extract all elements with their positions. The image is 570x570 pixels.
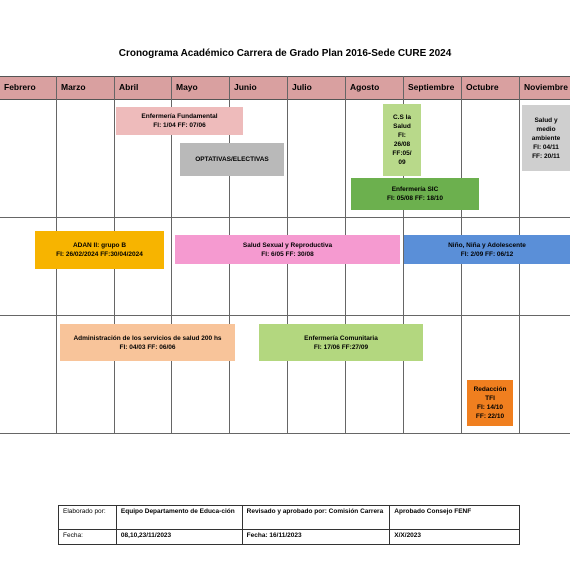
block-line: medio — [536, 125, 556, 133]
block-title: Administración de los servicios de salud 200 hs — [73, 334, 222, 342]
month-mayo: Mayo — [176, 82, 198, 92]
elaborado-label: Elaborado por: — [59, 506, 117, 530]
block-dates: FI: 26/02/2024 FF:30/04/2024 — [56, 251, 143, 258]
month-septiembre: Septiembre — [408, 82, 455, 92]
block-line: Salud y — [534, 116, 558, 124]
revisado-label: Revisado y aprobado por: Comisión Carrera — [242, 506, 390, 530]
block-line: TFI — [485, 395, 495, 402]
block-enfermeria-fundamental — [116, 107, 243, 135]
elaborado-value: Equipo Departamento de Educa-ción — [116, 506, 242, 530]
month-agosto: Agosto — [350, 82, 380, 92]
block-line: FF: 20/11 — [532, 152, 560, 160]
month-junio: Junio — [234, 82, 257, 92]
block-dates: FI: 05/08 FF: 18/10 — [387, 195, 443, 202]
block-line: FI: — [398, 132, 406, 139]
row-divider — [0, 315, 570, 316]
block-dates: FI: 1/04 FF: 07/06 — [153, 122, 206, 129]
block-title: Enfermería Comunitaria — [304, 334, 378, 342]
block-title: Enfermería Fundamental — [141, 113, 218, 120]
block-optativas — [180, 143, 284, 176]
month-febrero: Febrero — [4, 82, 36, 92]
aprobado-label: Aprobado Consejo FENF — [390, 506, 520, 530]
block-dates: FI: 04/03 FF: 06/06 — [119, 343, 176, 351]
month-marzo: Marzo — [61, 82, 86, 92]
block-salud-sexual — [175, 235, 400, 264]
block-title: OPTATIVAS/ELECTIVAS — [195, 156, 269, 163]
fecha-revisado: Fecha: 16/11/2023 — [242, 530, 390, 545]
block-redaccion-tfi — [467, 380, 513, 426]
block-title: Salud Sexual y Reproductiva — [242, 241, 333, 249]
table-row — [59, 530, 520, 545]
block-line: Redacción — [473, 386, 507, 393]
table-row — [59, 506, 520, 530]
block-enfermeria-sic — [351, 178, 479, 210]
month-abril: Abril — [119, 82, 139, 92]
fecha-aprobado: X/X/2023 — [390, 530, 520, 545]
block-line: C.S la — [392, 114, 412, 121]
block-cs-salud — [383, 104, 421, 176]
block-ninio-adolescente — [404, 235, 570, 264]
block-adan — [35, 231, 164, 269]
page-title: Cronograma Académico Carrera de Grado Plan 2016-Sede CURE 2024 — [118, 48, 452, 59]
fecha-elaborado: 08,10,23/11/2023 — [116, 530, 242, 545]
block-administracion — [60, 324, 235, 361]
block-dates: FI: 2/09 FF: 06/12 — [460, 250, 514, 258]
block-dates: FI: 6/05 FF: 30/08 — [261, 250, 314, 258]
approval-table — [58, 505, 520, 545]
fecha-label: Fecha: — [59, 530, 117, 545]
month-noviembre: Noviembre — [524, 82, 568, 92]
block-line: 09 — [398, 159, 406, 166]
block-line: FF:05/ — [392, 150, 412, 157]
row-divider — [0, 217, 570, 218]
month-julio: Julio — [292, 82, 312, 92]
block-enfermeria-comunitaria — [259, 324, 423, 361]
block-dates: FI: 17/06 FF:27/09 — [313, 343, 369, 351]
block-line: Salud — [393, 123, 411, 130]
schedule-grid — [0, 76, 570, 434]
block-line: FF: 22/10 — [475, 413, 505, 420]
block-line: FI: 04/11 — [533, 143, 559, 151]
block-salud-medio-ambiente — [522, 105, 570, 171]
block-line: 26/08 — [393, 141, 411, 148]
month-octubre: Octubre — [466, 82, 499, 92]
block-title: Enfermería SIC — [391, 186, 439, 193]
block-title: ADAN II: grupo B — [72, 242, 127, 249]
row-divider — [0, 433, 570, 434]
block-title: Niño, Niña y Adolescente — [448, 241, 526, 249]
block-line: ambiente — [531, 134, 561, 142]
block-line: FI: 14/10 — [476, 404, 503, 411]
